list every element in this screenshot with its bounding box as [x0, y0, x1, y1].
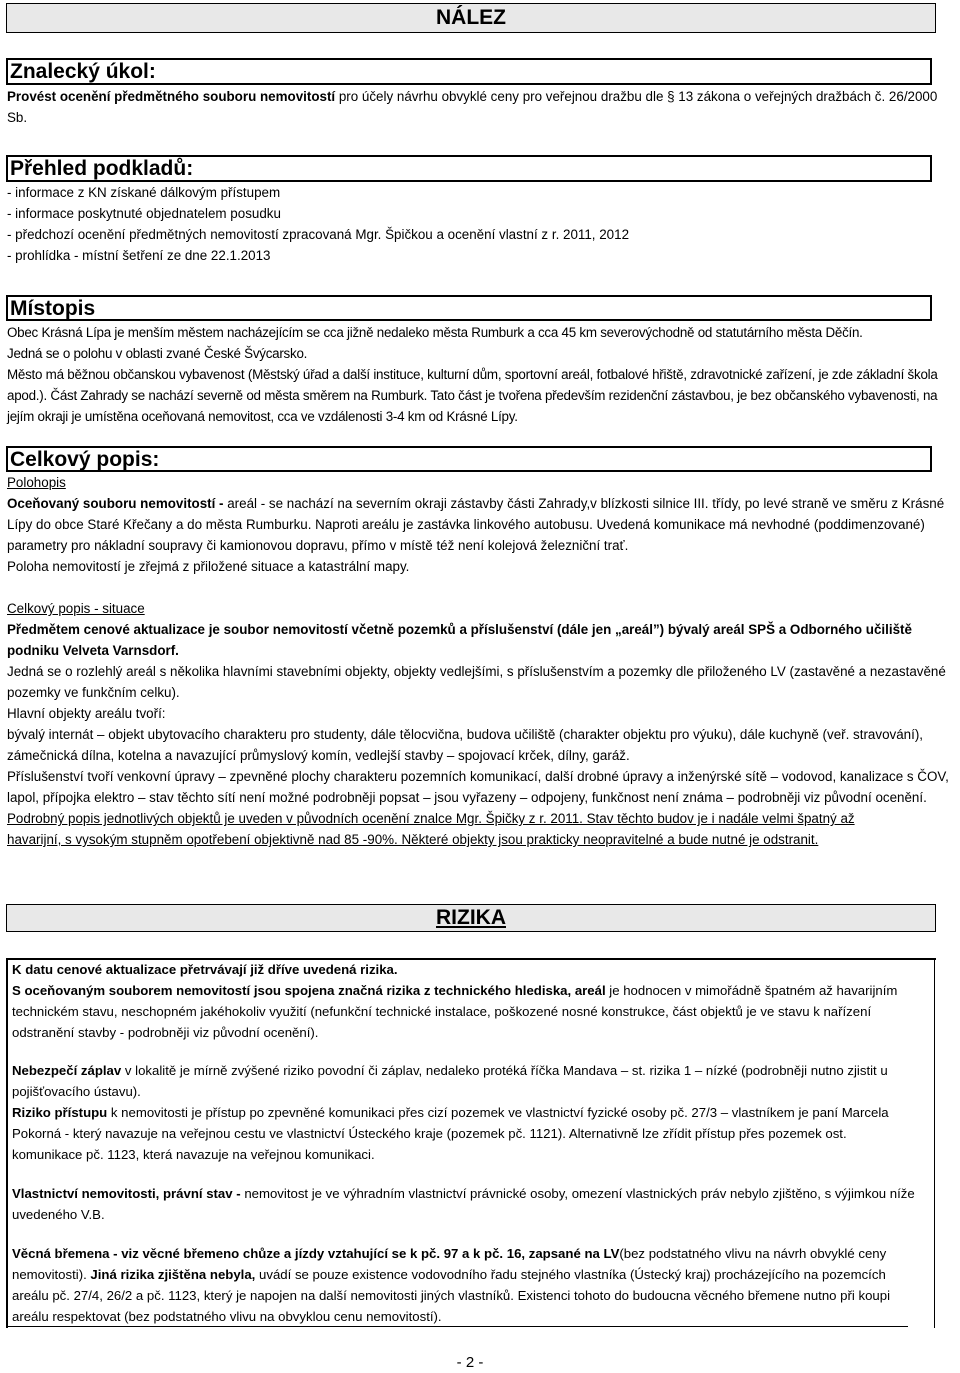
section-banner-nalez — [6, 3, 936, 33]
page-number: - 2 - — [456, 1354, 484, 1371]
ukol-bold: Provést ocenění předmětného souboru nemovitostí — [7, 89, 336, 104]
situace-p3: bývalý internát – objekt ubytovacího charakteru pro studenty, dále tělocvična, budova učiliště (charakter objektu pro výuku), dále kuchyně (veř. stravování), zámečnická dílna, kotelna a navazující průmyslový komín, vedlejší stavby – spojovací krček, dílny, garáž. — [7, 727, 924, 763]
polohopis-map: Poloha nemovitostí je zřejmá z přiložené situace a katastrální mapy. — [7, 559, 410, 574]
list-item: - prohlídka - místní šetření ze dne 22.1.2013 — [7, 248, 271, 263]
rizika-title: RIZIKA — [436, 906, 506, 929]
section-banner-rizika — [6, 904, 936, 932]
riziko-5-text: nemovitost je ve výhradním vlastnictví právnické osoby, omezení vlastnických práv nebylo zjištěno, s výjimkou níže uvedeného V.B. — [12, 1186, 915, 1222]
riziko-6-text2: uvádí se pouze existence vodovodního řadu stejného vlastníka (Ústecký kraj) procházejícího na pozemcích areálu pč. 27/4, 26/2 a pč. 1123, který je napojen na další nemovitosti jiných vlastníků. Existenci tohoto do budoucna věcného břemene nutno při koupi areálu respektovat (bez podstatného vlivu na obvyklou cenu nemovitostí). — [12, 1267, 891, 1324]
riziko-6-bold: Věcná břemena - viz věcné břemeno chůze a jízdy vztahující se k pč. 97 a k pč. 16, zapsané na LV — [12, 1246, 620, 1261]
list-item: - předchozí ocenění předmětných nemovitostí zpracovaná Mgr. Špičkou a ocenění vlastní z r. 2011, 2012 — [7, 227, 630, 242]
situace-p1: Jedná se o rozlehlý areál s několika hlavními stavebními objekty, objekty vedlejšími, s příslušenstvím a pozemky dle přiloženého LV (zastavěné a nezastavěné pozemky ve funkčním celku). — [7, 664, 946, 700]
riziko-3-bold: Nebezpečí záplav — [12, 1063, 122, 1078]
situace-p2: Hlavní objekty areálu tvoří: — [7, 706, 166, 721]
podklady-list — [7, 182, 952, 266]
ukol-text — [7, 86, 952, 128]
riziko-6-text: (bez podstatného vlivu na návrh obvyklé ceny nemovitosti). — [12, 1246, 887, 1282]
riziko-3-text: v lokalitě je mírně zvýšené riziko povodní či záplav, nedaleko protéká říčka Mandava – st. rizika 1 – nízké (podrobněji nutno zjistit u pojišťovacího ústavu). — [12, 1063, 888, 1099]
situace-title: Celkový popis - situace — [7, 601, 145, 616]
heading-podklady: Přehled podkladů: — [6, 155, 932, 182]
banner-title: NÁLEZ — [436, 6, 506, 29]
celkovy-popis-text — [7, 472, 952, 850]
riziko-5-bold: Vlastnictví nemovitosti, právní stav - — [12, 1186, 241, 1201]
riziko-4-bold: Riziko přístupu — [12, 1105, 108, 1120]
mistopis-text — [7, 322, 952, 427]
mistopis-p2: Jedná se o polohu v oblasti zvané České Švýcarsko. — [7, 346, 308, 361]
riziko-6-bold2: Jiná rizika zjištěna nebyla, — [86, 1267, 256, 1282]
situace-bold: Předmětem cenové aktualizace je soubor nemovitostí včetně pozemků a příslušenství (dále jen „areál”) bývalý areál SPŠ a Odborného učiliště podniku Velveta Varnsdorf. — [7, 622, 912, 658]
ukol-rest: pro účely návrhu obvyklé ceny pro veřejnou dražbu dle § 13 zákona o veřejných dražbách č. 26/2000 Sb. — [7, 89, 938, 125]
mistopis-p1: Obec Krásná Lípa je menším městem nacházejícím se cca jižně nedaleko města Rumburk a cca 45 km severovýchodně od statutárního města Děčín. — [7, 325, 863, 340]
riziko-4-text: k nemovitosti je přístup po zpevněné komunikaci přes cizí pozemek ve vlastnictví fyzické osoby pč. 27/3 – vlastníkem je paní Marcela Pokorná - který navazuje na veřejnou cestu ve vlastnictví Ústeckého kraje (pozemek pč. 1121). Alternativně lze zřídit přístup přes pozemek ost. komunikace pč. 1123, která navazuje na veřejnou komunikaci. — [12, 1105, 889, 1162]
situace-p4: Příslušenství tvoří venkovní úpravy – zpevněné plochy charakteru pozemních komunikací, další drobné úpravy a inženýrské sítě – vodovod, kanalizace s ČOV, lapol, přípojka elektro – stav těchto sítí není možné podrobněji popsat – jsou vyřazeny – odpojeny, funkčnost není známa – podrobněji viz původní ocenění. — [7, 769, 949, 805]
polohopis-text: areál - se nachází na severním okraji zástavby části Zahrady,v blízkosti silnice III. třídy, po levé straně ve směru z Krásné Lípy do obce Staré Křečany a do města Rumburku. Naproti areálu je zastávka linkového autobusu. Uvedená komunikace má nevhodné (poddimenzované) parametry pro nákladní soupravy či kamionovou dopravu, přímo v místě též není kolejová železniční trať. — [7, 496, 945, 553]
rizika-box-right-border — [934, 958, 935, 1328]
riziko-2-bold: S oceňovaným souborem nemovitostí jsou spojena značná rizika z technického hlediska, areál — [12, 983, 606, 998]
polohopis-bold: Oceňovaný souboru nemovitostí - — [7, 496, 224, 511]
heading-celkovy-popis: Celkový popis: — [6, 446, 932, 472]
list-item: - informace z KN získané dálkovým přístupem — [7, 185, 281, 200]
riziko-2-text: je hodnocen v mimořádně špatném až havarijním technickém stavu, neschopném jakéhokoliv využití (nefunkční technické instalace, poškozené nosné konstrukce, část objektů je ve stavu k nařízení odstranění stavby - podrobněji viz původní ocenění). — [12, 983, 898, 1040]
situace-p5: Podrobný popis jednotlivých objektů je uveden v původních ocenění znalce Mgr. Špičky z r. 2011. Stav těchto budov je i nadále velmi špatný až havarijní, s vysokým stupněm opotřebení objektivně nad 85 -90%. Některé objekty jsou prakticky neopravitelné a bude nutné je odstranit. — [7, 811, 855, 847]
mistopis-p3: Město má běžnou občanskou vybavenost (Městský úřad a další instituce, kulturní dům, sportovní areál, fotbalové hřiště, zdravotnické zařízení, je zde základní škola apod.). Část Zahrady se nachází severně od města směrem na Rumburk. Tato část je tvořena především rezidenční zástavbou, je bez občanského vybavenosti, na jejím okraji je umístěna oceňovaná nemovitost, cca ve vzdálenosti 3-4 km od Krásné Lípy. — [7, 367, 938, 424]
list-item: - informace poskytnuté objednatelem posudku — [7, 206, 281, 221]
heading-znalecky-ukol: Znalecký úkol: — [6, 58, 932, 85]
riziko-1: K datu cenové aktualizace přetrvávají již dříve uvedená rizika. — [12, 962, 398, 977]
heading-mistopis: Místopis — [6, 295, 932, 321]
rizika-text — [12, 959, 917, 1327]
polohopis-title: Polohopis — [7, 475, 66, 490]
